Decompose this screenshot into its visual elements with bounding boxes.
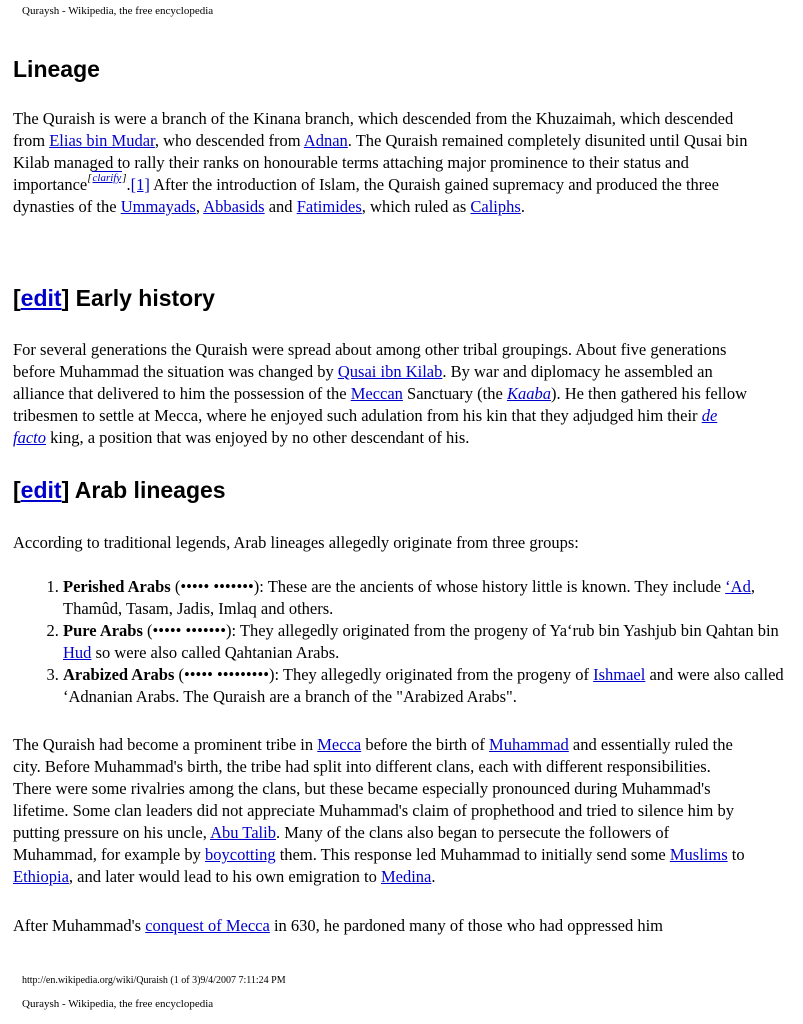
paragraph-early-history [13,339,753,449]
link-hud[interactable]: Hud [63,643,92,662]
text: and essentially ruled the city. Before Muhammad's birth, the tribe had split into different clans, each with different responsibilities. There were some rivalries among the clans, but these became especially pronounced during Muhammad's lifetime. Some clan leaders did not appreciate Muhammad's claim of prophethood and tried to silence him by putting pressure on his uncle, [13,735,734,842]
link-conquest-of-mecca[interactable]: conquest of Mecca [145,916,270,935]
heading-early-history-text: Early history [75,285,215,311]
text: (••••• •••••••••): They allegedly originated from the progeny of [174,665,594,684]
text: and were also called ‘Adnanian Arabs. The Quraish are a branch of the "Arabized Arabs". [63,665,784,706]
heading-arab-lineages: [edit] Arab lineages [13,477,226,503]
text: (••••• •••••••): These are the ancients of whose history little is known. They include [170,577,726,596]
link-de-facto[interactable]: de facto [13,406,718,447]
link-ummayads[interactable]: Ummayads [120,197,196,216]
text: in 630, he pardoned many of those who had oppressed him [269,916,664,935]
link-abbasids[interactable]: Abbasids [203,197,265,216]
list-item-perished-arabs [63,576,803,620]
text: so were also called Qahtanian Arabs. [91,643,340,662]
text: (••••• •••••••): They allegedly originated from the progeny of Ya‘rub bin Yashjub bin Qahtan bin [142,621,779,640]
text: before the birth of [361,735,490,754]
link-medina[interactable]: Medina [380,867,432,886]
text: The Quraish had become a prominent tribe in [13,735,318,754]
link-meccan[interactable]: Meccan [350,384,403,403]
term-arabized-arabs: Arabized Arabs [63,665,175,684]
paragraph-conquest [13,915,753,937]
text: After the introduction of Islam, the Quraish gained supremacy and produced the three dynasties of the [13,175,719,216]
edit-link-arab-lineages[interactable]: edit [20,477,62,503]
term-pure-arabs: Pure Arabs [63,621,143,640]
link-ethiopia[interactable]: Ethiopia [13,867,69,886]
text: them. This response led Muhammad to initially send some [275,845,670,864]
link-elias-bin-mudar[interactable]: Elias bin Mudar [49,131,155,150]
link-boycotting[interactable]: boycotting [205,845,276,864]
text: , Thamûd, Tasam, Jadis, Imlaq and others. [63,577,755,618]
print-footer-url: http://en.wikipedia.org/wiki/Quraish (1 of 3)9/4/2007 7:11:24 PM [22,975,286,986]
list-item-arabized-arabs [63,664,803,708]
text: . [431,867,436,886]
heading-arab-lineages-text: Arab lineages [74,477,226,503]
text: to [727,845,745,864]
text: , and later would lead to his own emigration to [68,867,381,886]
link-reference-1[interactable]: [1] [130,175,150,194]
text: king, a position that was enjoyed by no other descendant of his. [46,428,470,447]
link-qusai-ibn-kilab[interactable]: Qusai ibn Kilab [337,362,443,381]
link-muslims[interactable]: Muslims [669,845,728,864]
text: Sanctuary (the [402,384,507,403]
heading-early-history: [edit] Early history [13,285,215,311]
link-clarify[interactable]: clarify [92,172,122,184]
link-adnan[interactable]: Adnan [303,131,348,150]
clarify-tag: [clarify] [87,172,127,184]
link-caliphs[interactable]: Caliphs [470,197,521,216]
link-ishmael[interactable]: Ishmael [593,665,646,684]
link-ad[interactable]: ‘Ad [725,577,751,596]
link-kaaba[interactable]: Kaaba [506,384,551,403]
arab-lineages-list [13,576,803,708]
paragraph-lineage: The Quraish is were a branch of the Kinana branch, which descended from the Khuzaimah, which descended from Elias bin Mudar, who descended from Adnan. The Quraish remained completely disunited until Qusai bin Kilab managed to rally their ranks on honourable terms attaching major prominence to their status and importance[clarify].[1] After the introduction of Islam, the Quraish gained supremacy and produced the three dynasties of the Ummayads, Abbasids and Fatimides, which ruled as Caliphs. [13,109,748,216]
print-footer-title: Quraysh - Wikipedia, the free encyclopedia [22,998,214,1010]
text: After Muhammad's [13,916,146,935]
text: . The Quraish remained completely disunited until Qusai bin Kilab managed to rally their ranks on honourable terms attaching major prominence to their status and importance [13,131,748,194]
term-perished-arabs: Perished Arabs [63,577,171,596]
text: , which ruled as [361,197,471,216]
text: , who descended from [154,131,304,150]
text: . Many of the clans also began to persecute the followers of Muhammad, for example by [13,823,670,864]
link-muhammad[interactable]: Muhammad [489,735,569,754]
text: . [520,197,525,216]
link-abu-talib[interactable]: Abu Talib [210,823,276,842]
text: ). He then gathered his fellow tribesmen to settle at Mecca, where he enjoyed such adulation from his kin that they adjudged him their [13,384,748,425]
heading-lineage: Lineage [13,56,100,82]
text: , [195,197,204,216]
link-fatimides[interactable]: Fatimides [296,197,362,216]
list-item-pure-arabs [63,620,803,664]
text: and [264,197,297,216]
edit-link-early-history[interactable]: edit [20,285,62,311]
text: . By war and diplomacy he assembled an alliance that delivered to him the possession of the [13,362,713,403]
text: For several generations the Quraish were spread about among other tribal groupings. About five generations before Muhammad the situation was changed by [13,340,727,381]
link-mecca[interactable]: Mecca [317,735,362,754]
text: The Quraish is were a branch of the Kinana branch, which descended from the Khuzaimah, which descended from [13,109,734,150]
print-header: Quraysh - Wikipedia, the free encyclopedia [22,5,214,17]
paragraph-arab-lineages-intro: According to traditional legends, Arab lineages allegedly originate from three groups: [13,533,579,552]
paragraph-quraish-history [13,734,753,888]
